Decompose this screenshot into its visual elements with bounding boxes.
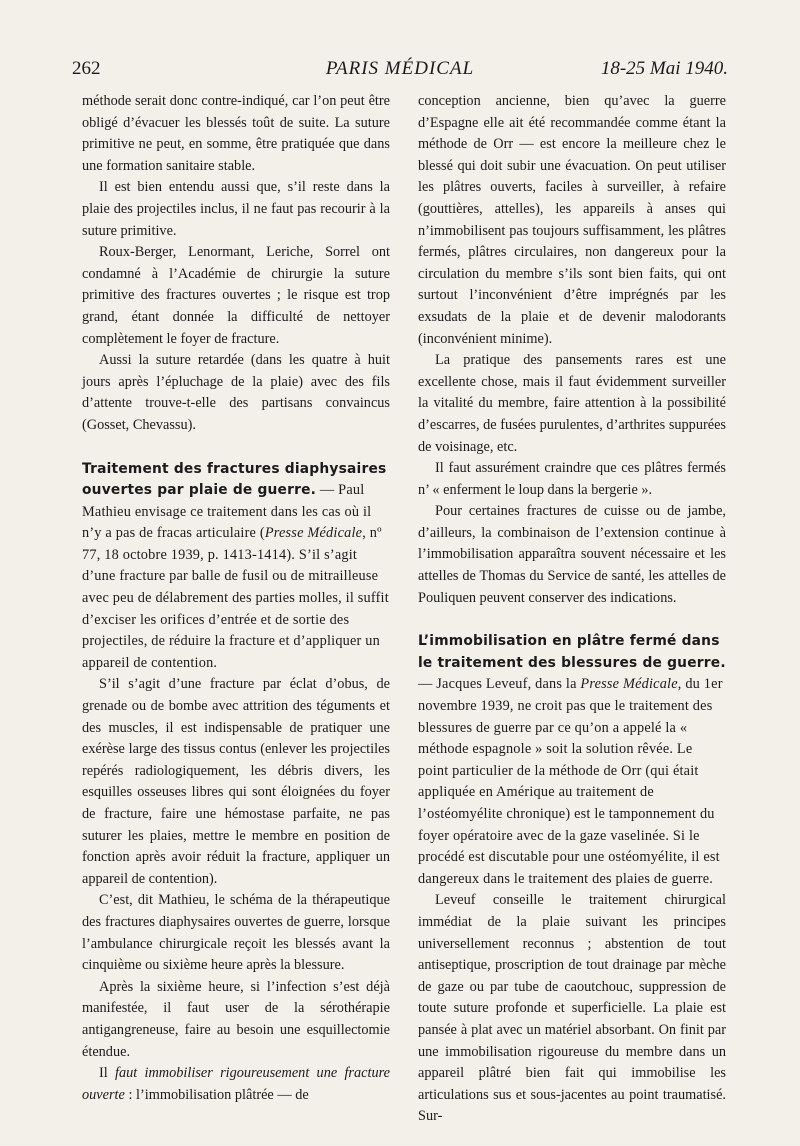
journal-citation: Presse Médicale: [264, 525, 363, 542]
section-heading: [82, 459, 390, 675]
left-column: [82, 91, 390, 1106]
section-heading-text: L’immobilisation en plâtre fermé dans le traitement des blessures de guerre.: [418, 633, 726, 671]
section-heading: [418, 631, 726, 890]
paragraph: C’est, dit Mathieu, le schéma de la thérapeutique des fractures diaphysaires ouvertes de guerre, lorsque l’ambulance chirurgicale reçoit les blessés avant la cinquième ou sixième heure après la blessure.: [82, 892, 390, 974]
paragraph: S’il s’agit d’une fracture par éclat d’obus, de grenade ou de bombe avec attrition des téguments et des muscles, il est indispensable de pratiquer une exérèse large des tissus contus (enlever les projectiles repérés radiologiquement, les débris divers, les esquilles osseuses libres qui sont éloignées du foyer de fracture, faire une hémostase parfaite, ne pas suturer les plaies, mettre le membre en position de fonction après avoir réduit la fracture, appliquer un appareil de contention).: [82, 676, 390, 887]
paragraph: Leveuf conseille le traitement chirurgical immédiat de la plaie suivant les principes universellement reconnus ; abstention de tout antiseptique, proscription de tout drainage par mèche de gaze ou par tube de caoutchouc, suppression de toute suture profonde et superficielle. La plaie est pansée à plat avec un matériel absorbant. On finit par une immobilisation rigoureuse du membre dans un appareil plâtré bien fait qui immobilise les articulations sus et sous-jacentes au point traumatisé. Sur-: [418, 892, 726, 1125]
paragraph: Roux-Berger, Lenormant, Leriche, Sorrel ont condamné à l’Académie de chirurgie la suture primitive des fractures ouvertes ; le risque est trop grand, étant donnée la difficulté de nettoyer complètement le foyer de fracture.: [82, 244, 390, 347]
journal-title: PARIS MÉDICAL: [325, 58, 475, 79]
paragraph: Il est bien entendu aussi que, s’il reste dans la plaie des projectiles inclus, il ne faut pas recourir à la suture primitive.: [82, 179, 390, 239]
paragraph-lead: — Paul Mathieu envisage ce traitement dans les cas où il n’y a pas de fracas articulaire (Presse Médicale, nº 77, 18 octobre 1939, p. 1413-1414). S’il s’agit d’une fracture par balle de fusil ou de mitrailleuse avec peu de délabrement des parties molles, il suffit d’exciser les orifices d’entrée et de sortie des projectiles, de réduire la fracture et d’appliquer un appareil de contention.: [82, 482, 389, 671]
paragraph: Il faut assurément craindre que ces plâtres fermés n’ « enferment le loup dans la bergerie ».: [418, 460, 726, 498]
paragraph-lead: — Jacques Leveuf, dans la Presse Médicale, du 1er novembre 1939, ne croit pas que le traitement des blessures de guerre par ce qu’on a appelé la « méthode espagnole » soit la solution rêvée. Le point particulier de la méthode de Orr (qui était appliquée en Amérique au traitement de l’ostéomyélite chronique) est le tamponnement du foyer opératoire avec de la gaze vaselinée. Si le procédé est discutable pour une ostéomyélite, il est dangereux dans le traitement des plaies de guerre.: [418, 676, 723, 887]
journal-citation: Presse Médicale: [580, 676, 678, 693]
paragraph: conception ancienne, bien qu’avec la guerre d’Espagne elle ait été recommandée comme étant la méthode de Orr — est encore la meilleure chez le blessé qui doit subir une évacuation. On peut utiliser les plâtres ouverts, faciles à surveiller, à refaire (gouttières, attelles), les appareils à anses qui n’immobilisent pas toujours suffisamment, les plâtres fermés, plâtres circulaires, non dangereux pour la circulation du membre s’ils sont bien faits, qui ont surtout l’inconvénient d’être imprégnés par les exsudats de la plaie et de devenir malodorants (inconvénient minime).: [418, 93, 726, 347]
paragraph: Aussi la suture retardée (dans les quatre à huit jours après l’épluchage de la plaie) avec des fils d’attente trouve-t-elle des partisans convaincus (Gosset, Chevassu).: [82, 352, 390, 433]
running-header: [72, 58, 728, 88]
paragraph: La pratique des pansements rares est une excellente chose, mais il faut évidemment surveiller la vitalité du membre, faire attention à la possibilité d’escarres, de fusées purulentes, d’arthrites suppurées de voisinage, etc.: [418, 352, 726, 455]
section-heading-text: Traitement des fractures diaphysaires ouvertes par plaie de guerre.: [82, 460, 387, 499]
paragraph: Après la sixième heure, si l’infection s’est déjà manifestée, il faut user de la sérothérapie antigangreneuse, faire au besoin une esquillectomie étendue.: [82, 978, 390, 1060]
paragraph: Pour certaines fractures de cuisse ou de jambe, d’ailleurs, la combinaison de l’extension continue à l’immobilisation apparaîtra souvent nécessaire et les attelles de Thomas du Service de santé, les attelles de Pouliquen peuvent conserver des indications.: [418, 503, 726, 606]
emphasis: faut immobiliser rigoureusement une fracture ouverte: [82, 1065, 390, 1103]
paragraph: Il faut immobiliser rigoureusement une fracture ouverte : l’immobilisation plâtrée — de: [82, 1065, 390, 1103]
issue-date: 18-25 Mai 1940.: [600, 58, 728, 79]
right-column: [418, 91, 726, 1128]
paragraph: méthode serait donc contre-indiqué, car l’on peut être obligé d’évacuer les blessés toût de suite. La suture primitive ne peut, en somme, être pratiquée que dans une formation sanitaire stable.: [82, 93, 390, 174]
page-number: 262: [72, 58, 101, 79]
